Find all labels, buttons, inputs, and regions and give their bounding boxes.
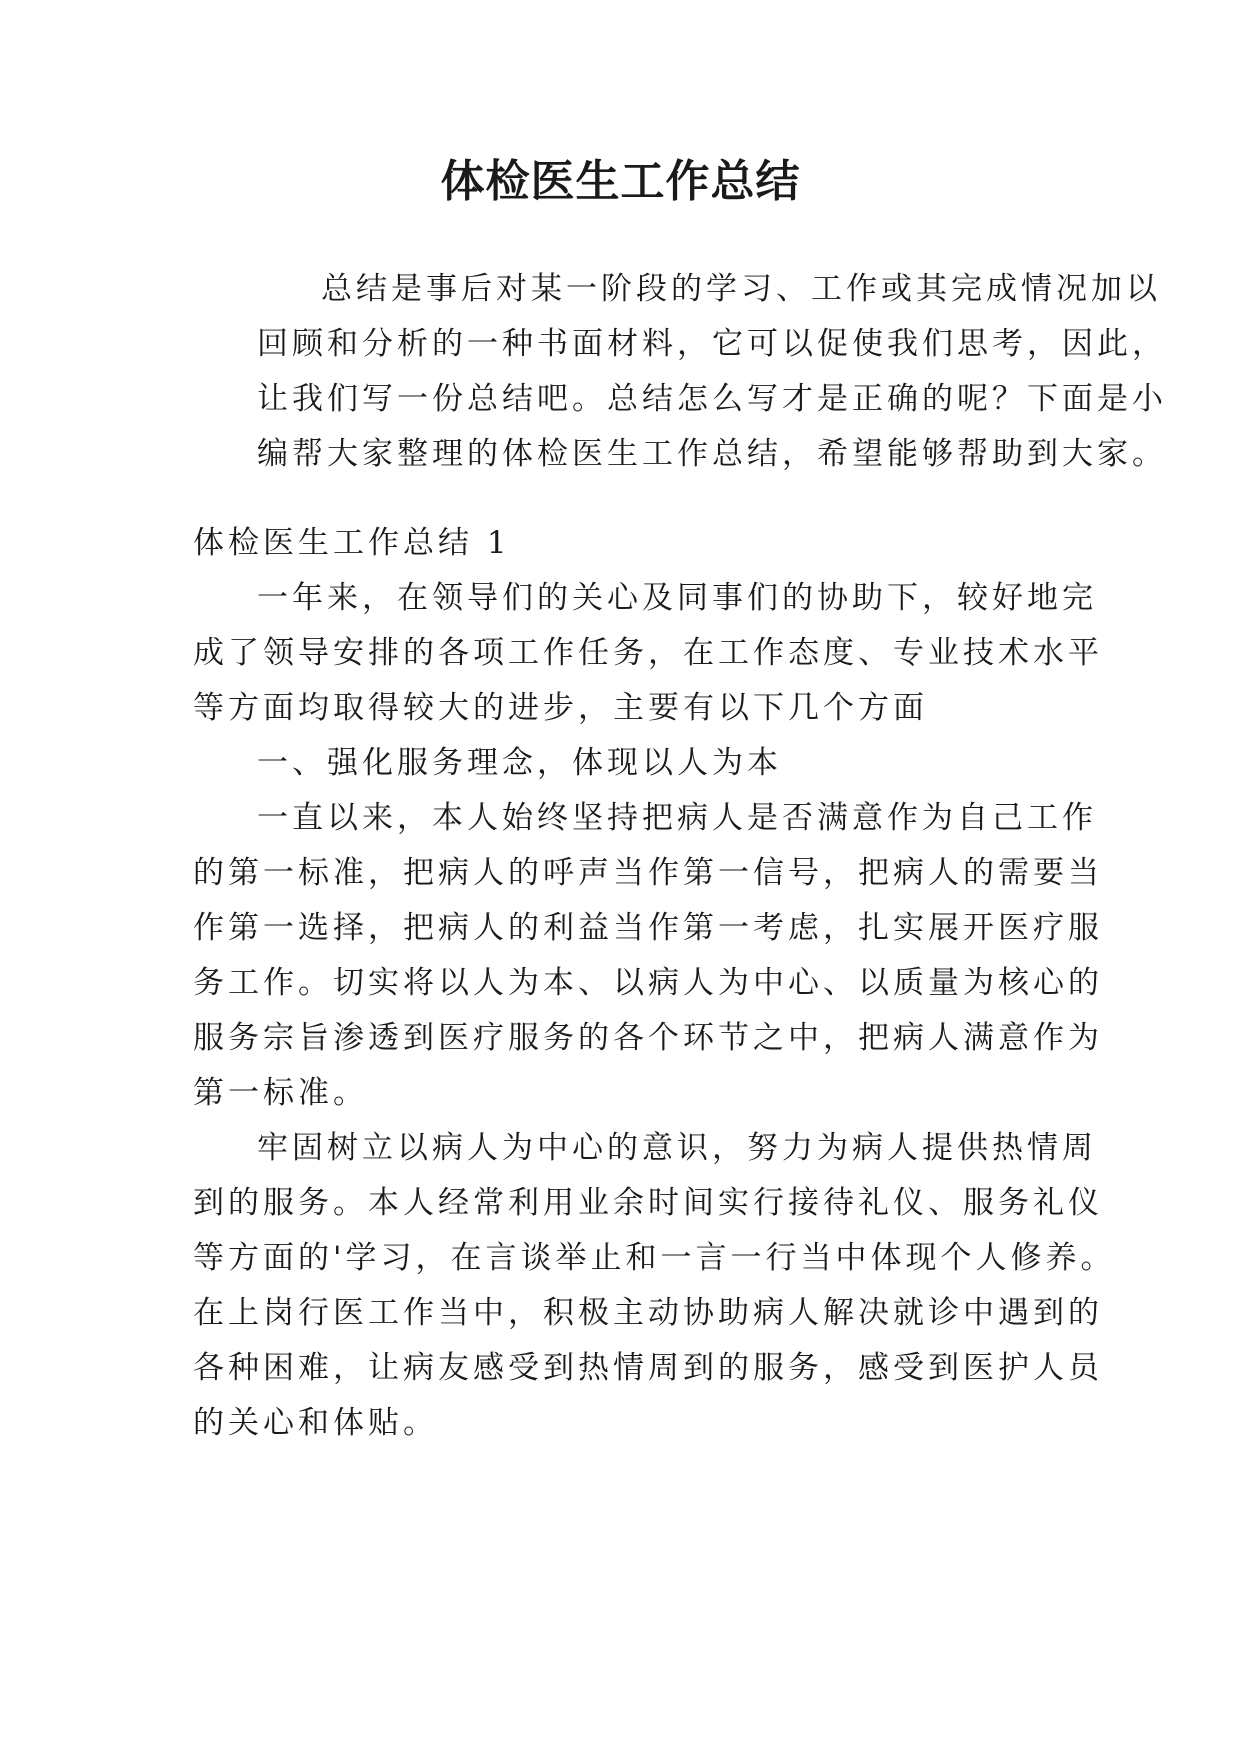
paragraph-line: 成了领导安排的各项工作任务，在工作态度、专业技术水平 <box>193 635 1103 671</box>
intro-line: 回顾和分析的一种书面材料，它可以促使我们思考，因此， <box>257 326 1167 362</box>
document-title: 体检医生工作总结 <box>440 156 801 207</box>
paragraph-line: 一直以来，本人始终坚持把病人是否满意作为自己工作 <box>257 800 1097 836</box>
paragraph-line: 服务宗旨渗透到医疗服务的各个环节之中，把病人满意作为 <box>193 1020 1103 1056</box>
paragraph-line: 各种困难，让病友感受到热情周到的服务，感受到医护人员 <box>193 1350 1103 1386</box>
intro-paragraph <box>193 262 1167 482</box>
paragraph-line: 等方面的'学习，在言谈举止和一言一行当中体现个人修养。 <box>193 1240 1116 1276</box>
intro-line: 总结是事后对某一阶段的学习、工作或其完成情况加以 <box>321 271 1161 307</box>
intro-line: 编帮大家整理的体检医生工作总结，希望能够帮助到大家。 <box>257 436 1167 472</box>
paragraph-3 <box>193 1121 1116 1451</box>
paragraph-line: 一年来，在领导们的关心及同事们的协助下，较好地完 <box>257 580 1097 616</box>
section-heading <box>193 516 1073 571</box>
paragraph-line: 到的服务。本人经常利用业余时间实行接待礼仪、服务礼仪 <box>193 1185 1103 1221</box>
paragraph-line: 的第一标准，把病人的呼声当作第一信号，把病人的需要当 <box>193 855 1103 891</box>
intro-line: 让我们写一份总结吧。总结怎么写才是正确的呢？下面是小 <box>257 381 1167 417</box>
paragraph-2 <box>193 791 1103 1121</box>
paragraph-line: 务工作。切实将以人为本、以病人为中心、以质量为核心的 <box>193 965 1103 1001</box>
paragraph-1 <box>193 571 1103 736</box>
paragraph-line: 作第一选择，把病人的利益当作第一考虑，扎实展开医疗服 <box>193 910 1103 946</box>
paragraph-line: 在上岗行医工作当中，积极主动协助病人解决就诊中遇到的 <box>193 1295 1103 1331</box>
paragraph-line: 等方面均取得较大的进步，主要有以下几个方面 <box>193 690 928 726</box>
subheading <box>193 736 1073 791</box>
paragraph-line: 第一标准。 <box>193 1075 368 1111</box>
section-heading-text: 体检医生工作总结 1 <box>193 525 511 561</box>
paragraph-line: 牢固树立以病人为中心的意识，努力为病人提供热情周 <box>257 1130 1097 1166</box>
paragraph-line: 的关心和体贴。 <box>193 1405 438 1441</box>
subheading-text: 一、强化服务理念，体现以人为本 <box>257 745 782 781</box>
